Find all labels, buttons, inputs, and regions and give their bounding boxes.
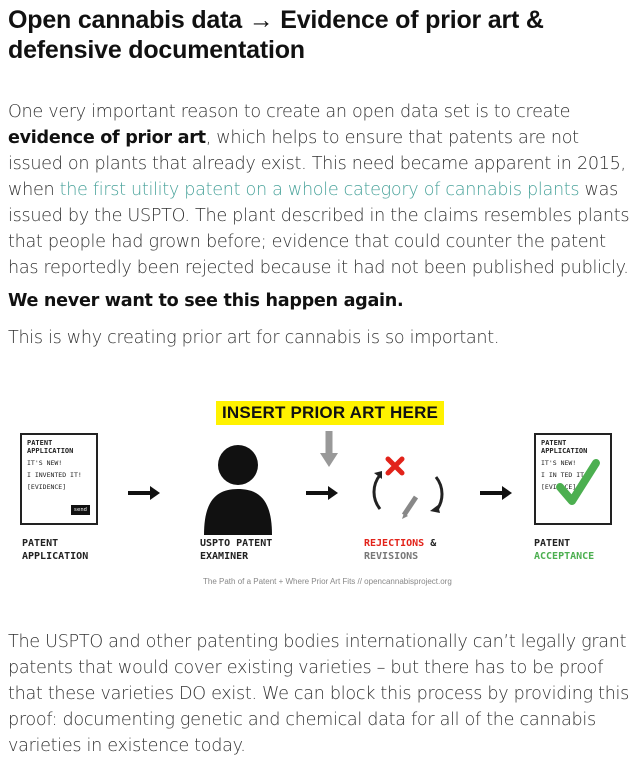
doc-line-3: [EVID CE] [541,483,577,491]
rejections-label [364,537,436,563]
doc-title-1: PATENT [27,439,53,447]
examiner-label [200,537,272,563]
doc-line-2: I IN TED IT! [541,471,588,479]
label-line: PATENT [22,538,59,549]
revision-cycle-icon [366,445,450,529]
intro-bold: evidence of prior art [8,128,206,148]
revisions-text: REVISIONS [364,551,419,562]
doc-line-2: I INVENTED IT! [27,471,82,479]
patent-path-figure [16,393,624,593]
examiner-person-icon [202,443,274,535]
why-line: This is why creating prior art for cannabis is so important. [8,328,500,348]
rejections-text: REJECTIONS [364,538,425,549]
arrow-down-icon [318,431,340,471]
label-line: PATENT [534,538,571,549]
doc-title-2: APPLICATION [27,447,74,455]
intro-paragraph [8,99,634,281]
arrow-right-icon [480,485,514,501]
doc-line-3: [EVIDENCE] [27,483,67,491]
checkmark-icon [556,459,600,509]
page-title: Open cannabis data → Evidence of prior art & defensive documentation [8,6,544,64]
doc-line-1: IT'S NEW! [27,459,63,467]
closing-paragraph: The USPTO and other patenting bodies internationally can’t legally grant patents that would cover existing varieties – but there has to be proof that these varieties DO exist. We can block this process by providing this proof: documenting genetic and chemical data for all of the cannabis varieties in existence today. [8,632,630,756]
arrow-right-icon [306,485,340,501]
label-line: USPTO PATENT [200,538,273,549]
patent-application-document [20,433,98,525]
arrow-right-icon [128,485,162,501]
intro-text-1: One very important reason to create an open data set is to create [8,102,571,122]
acceptance-text: ACCEPTANCE [534,551,595,562]
intro-text-2: , which helps to ensure that patents are not issued on plants that already exist. This need became apparent in 2015, when [8,128,626,200]
rejection-x-icon [388,459,402,473]
figure-credit: The Path of a Patent + Where Prior Art Fits // opencannabisproject.org [203,577,452,586]
doc-title-2: APPLICATION [541,447,588,455]
send-tag: send [71,505,90,515]
intro-text-3: was issued by the USPTO. The plant described in the claims resembles plants that people had grown before; evidence that could counter the patent has reportedly been rejected because it had not been published publicly. [8,180,630,278]
ampersand: & [424,538,437,549]
insert-prior-art-banner: INSERT PRIOR ART HERE [216,401,444,425]
doc-title-1: PATENT [541,439,567,447]
emphasis-line: We never want to see this happen again. [8,291,404,311]
label-line: EXAMINER [200,551,249,562]
label-line: APPLICATION [22,551,89,562]
article [8,0,634,756]
utility-patent-link[interactable]: the first utility patent on a whole category of cannabis plants [59,180,580,200]
application-label [22,537,88,563]
doc-line-1: IT'S NEW! [541,459,577,467]
acceptance-label [534,537,594,563]
